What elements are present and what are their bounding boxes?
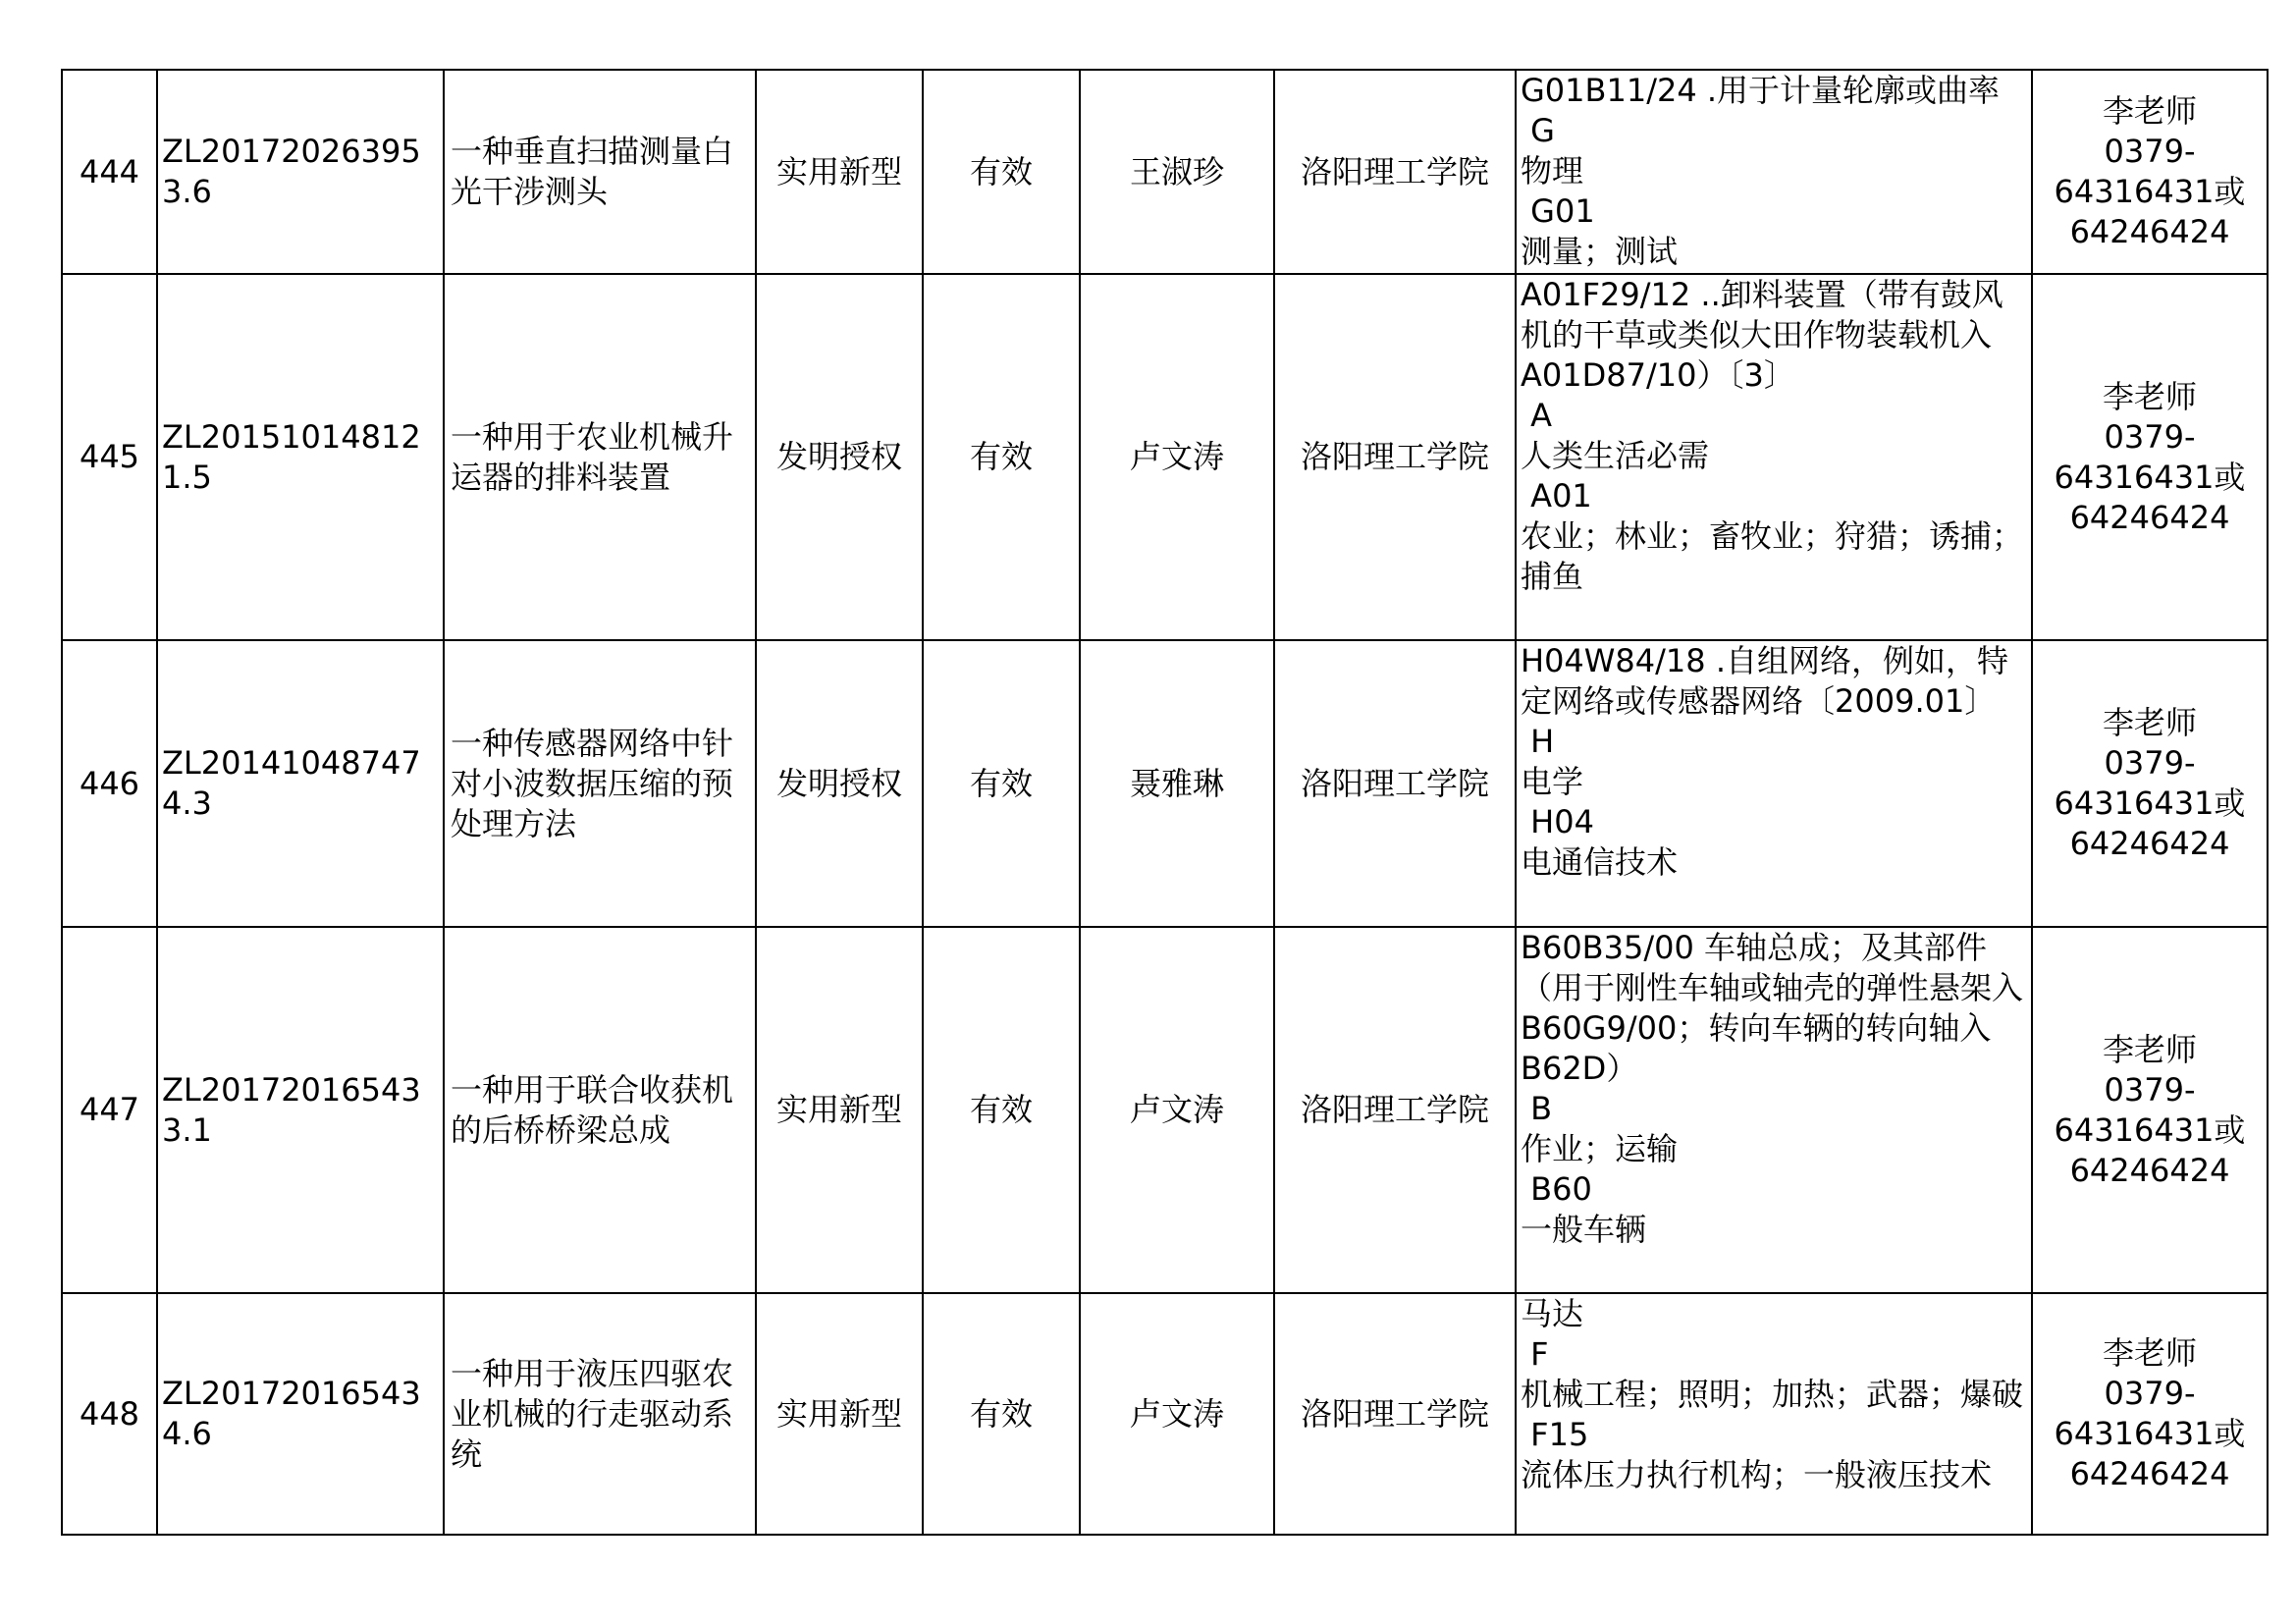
classification-line: B60B35/00 车轴总成；及其部件（用于刚性车轴或轴壳的弹性悬架入B60G9/00；转向车辆的转向轴入B62D）: [1521, 929, 2024, 1087]
patent-status: 有效: [923, 274, 1080, 640]
inventor-name: 卢文涛: [1080, 1293, 1274, 1535]
contact-line: 64246424: [2069, 825, 2230, 862]
ipc-classification: [1516, 274, 2032, 640]
inventor-name: 卢文涛: [1080, 927, 1274, 1293]
patent-number: ZL201720165434.6: [157, 1293, 444, 1535]
contact-line: 64246424: [2069, 1151, 2230, 1189]
contact-line: 0379-: [2104, 1375, 2196, 1412]
contact-info: [2032, 274, 2268, 640]
patent-status: 有效: [923, 640, 1080, 927]
table-row: [62, 640, 2268, 927]
row-number: 445: [62, 274, 157, 640]
ipc-classification: [1516, 1293, 2032, 1535]
classification-line: H04: [1521, 803, 1594, 840]
contact-line: 0379-: [2104, 417, 2196, 456]
classification-line: 马达: [1521, 1295, 1584, 1332]
patent-type: 发明授权: [756, 640, 923, 927]
contact-line: 64316431或: [2054, 458, 2246, 496]
patent-type: 实用新型: [756, 1293, 923, 1535]
patent-status: 有效: [923, 1293, 1080, 1535]
classification-line: A: [1521, 397, 1553, 434]
contact-line: 64246424: [2069, 213, 2230, 250]
patent-status: 有效: [923, 927, 1080, 1293]
contact-info: [2032, 927, 2268, 1293]
row-number: 444: [62, 70, 157, 274]
classification-line: A01: [1521, 477, 1592, 514]
inventor-name: 聂雅琳: [1080, 640, 1274, 927]
contact-line: 李老师: [2102, 1334, 2197, 1372]
organization: 洛阳理工学院: [1274, 640, 1516, 927]
ipc-classification: [1516, 70, 2032, 274]
inventor-name: 王淑珍: [1080, 70, 1274, 274]
classification-line: 电学: [1521, 763, 1584, 800]
classification-line: 农业；林业；畜牧业；狩猎；诱捕；捕鱼: [1521, 517, 2024, 595]
classification-line: 测量；测试: [1521, 233, 1679, 270]
classification-line: 作业；运输: [1521, 1130, 1679, 1167]
classification-line: 电通信技术: [1521, 843, 1679, 881]
classification-line: 流体压力执行机构；一般液压技术: [1521, 1456, 1993, 1493]
classification-line: 一般车辆: [1521, 1211, 1647, 1248]
classification-line: F15: [1521, 1416, 1589, 1453]
contact-info: [2032, 70, 2268, 274]
classification-line: A01F29/12 ..卸料装置（带有鼓风机的干草或类似大田作物装载机入A01D87/10）〔3〕: [1521, 276, 2003, 394]
contact-info: [2032, 640, 2268, 927]
patent-status: 有效: [923, 70, 1080, 274]
contact-info: [2032, 1293, 2268, 1535]
contact-line: 李老师: [2102, 377, 2197, 415]
ipc-classification: [1516, 927, 2032, 1293]
classification-line: G: [1521, 112, 1555, 149]
contact-line: 0379-: [2104, 744, 2196, 782]
classification-line: 机械工程；照明；加热；武器；爆破: [1521, 1376, 2024, 1413]
row-number: 447: [62, 927, 157, 1293]
table-row: [62, 927, 2268, 1293]
classification-line: 物理: [1521, 152, 1584, 189]
contact-line: 64316431或: [2054, 173, 2246, 210]
table-row: [62, 1293, 2268, 1535]
contact-line: 0379-: [2104, 133, 2196, 170]
patent-title: 一种用于液压四驱农业机械的行走驱动系统: [444, 1293, 756, 1535]
contact-line: 64316431或: [2054, 785, 2246, 822]
classification-line: B60: [1521, 1170, 1592, 1208]
table-row: [62, 70, 2268, 274]
organization: 洛阳理工学院: [1274, 70, 1516, 274]
classification-line: H: [1521, 723, 1555, 760]
inventor-name: 卢文涛: [1080, 274, 1274, 640]
contact-line: 0379-: [2104, 1070, 2196, 1109]
contact-line: 64246424: [2069, 498, 2230, 536]
patent-number: ZL201510148121.5: [157, 274, 444, 640]
patent-type: 实用新型: [756, 927, 923, 1293]
classification-line: B: [1521, 1090, 1553, 1127]
classification-line: H04W84/18 .自组网络，例如，特定网络或传感器网络〔2009.01〕: [1521, 642, 2008, 720]
classification-line: F: [1521, 1335, 1549, 1373]
patent-title: 一种用于联合收获机的后桥桥梁总成: [444, 927, 756, 1293]
contact-line: 64246424: [2069, 1455, 2230, 1492]
organization: 洛阳理工学院: [1274, 274, 1516, 640]
patent-title: 一种垂直扫描测量白光干涉测头: [444, 70, 756, 274]
row-number: 448: [62, 1293, 157, 1535]
patent-type: 实用新型: [756, 70, 923, 274]
contact-line: 李老师: [2102, 704, 2197, 741]
table-row: [62, 274, 2268, 640]
patent-table: [61, 69, 2269, 1536]
contact-line: 64316431或: [2054, 1415, 2246, 1452]
organization: 洛阳理工学院: [1274, 927, 1516, 1293]
ipc-classification: [1516, 640, 2032, 927]
classification-line: G01: [1521, 192, 1595, 230]
row-number: 446: [62, 640, 157, 927]
classification-line: G01B11/24 .用于计量轮廓或曲率: [1521, 72, 2001, 109]
patent-title: 一种传感器网络中针对小波数据压缩的预处理方法: [444, 640, 756, 927]
classification-line: 人类生活必需: [1521, 437, 1710, 474]
organization: 洛阳理工学院: [1274, 1293, 1516, 1535]
patent-type: 发明授权: [756, 274, 923, 640]
contact-line: 李老师: [2102, 92, 2197, 130]
contact-line: 李老师: [2102, 1030, 2197, 1068]
patent-number: ZL201720263953.6: [157, 70, 444, 274]
contact-line: 64316431或: [2054, 1110, 2246, 1149]
patent-number: ZL201720165433.1: [157, 927, 444, 1293]
patent-number: ZL201410487474.3: [157, 640, 444, 927]
patent-title: 一种用于农业机械升运器的排料装置: [444, 274, 756, 640]
